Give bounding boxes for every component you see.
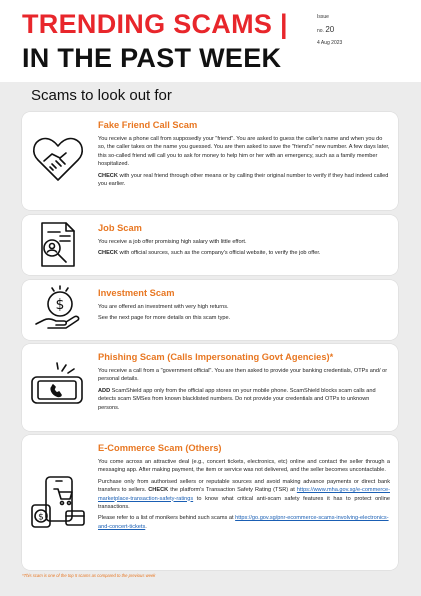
advice-text-2: the platform's Transaction Safety Rating (TSR) at [168,487,297,494]
card-description: You receive a phone call from supposedly your "friend". You are asked to guess the caller's name and when you do so, the caller takes on the name you guessed. You are then asked to save the "friend's" new number. A few days later, this so-called friend will call you to ask for money to help him or her with an emergency, such as a family member hospitalized. [98,136,390,168]
card-advice [98,478,390,512]
phone-call-icon [30,361,86,411]
advice-text: ScamShield app only from the official app stores on your mobile phone. ScamShield blocks scam calls and detects scam SMSes from known blacklisted numbers. Do not provide your credentials and OTPs to unknown persons. [98,387,376,411]
header-banner [0,0,421,82]
issue-number [317,25,342,35]
card-description: You come across an attractive deal (e.g., concert tickets, electronics, etc) online and contact the seller through a messaging app. After making payment, the item or service was not delivered, and the seller becomes uncontactable. [98,459,390,474]
advice-keyword: ADD [98,387,111,394]
card-reference [98,514,390,531]
card-title: Phishing Scam (Calls Impersonating Govt Agencies)* [98,352,334,362]
card-advice [98,172,390,189]
svg-text:$: $ [55,297,65,313]
scam-card-ecommerce [22,435,398,570]
card-title: Job Scam [98,223,142,233]
card-description: You receive a job offer promising high salary with little effort. [98,239,247,245]
resume-search-icon [30,220,86,270]
monikers-link[interactable]: https://go.gov.sg/pnr-ecommerce-scams-involving-electronics-and-concert-tickets [98,515,389,530]
card-note: See the next page for more details on this scam type. [98,315,231,322]
scam-card-job [22,215,398,275]
advice-text: Purchase only from authorised sellers or reputable sources and avoid making advance payments or direct bank transfers to sellers. [98,478,390,494]
issue-number-value: 20 [325,25,335,34]
scam-card-investment [22,280,398,340]
card-title: Fake Friend Call Scam [98,120,198,130]
reference-text: Please refer to a list of monikers behind such scams at [98,515,236,522]
title-line-1: TRENDING SCAMS | [22,9,288,39]
scam-card-phishing [22,344,398,431]
section-title: Scams to look out for [31,87,172,104]
scam-card-fake-friend [22,112,398,210]
card-description: You receive a call from a "government official". You are then asked to provide your banking credentials, OTPs and/ or personal details. [98,368,388,383]
money-hand-icon [30,284,86,336]
card-advice [98,387,390,412]
issue-prefix: no. [317,28,324,34]
footnote: *This scam is one of the top 5 scams as compared to the previous week [22,573,156,578]
svg-text:$: $ [38,512,44,523]
issue-date: 4 Aug 2023 [317,39,343,46]
advice-text-3: to know what critical anti-scam safety features it has to protect online transactions. [98,495,390,510]
advice-text: with your real friend through other means or by calling their original number to verify if they had indeed called you earlier. [98,172,389,187]
card-title: Investment Scam [98,288,175,298]
title-line-2: IN THE PAST WEEK [22,43,282,73]
issue-info [317,14,342,46]
advice-keyword: CHECK [98,172,118,179]
reference-end: . [145,523,147,530]
heart-handshake-icon [30,134,86,184]
advice-keyword: CHECK [148,487,169,494]
ecommerce-icon [30,475,86,531]
issue-label: Issue [317,14,329,20]
advice-keyword: CHECK [98,250,118,257]
advice-text: with official sources, such as the company's official website, to verify the job offer. [117,250,321,257]
card-description: You are offered an investment with very high returns. [98,304,229,310]
tsr-link[interactable]: https://www.mha.gov.sg/e-commerce-marketplace-transaction-safety-ratings [98,487,390,502]
card-advice [98,249,390,257]
card-title: E-Commerce Scam (Others) [98,443,222,453]
